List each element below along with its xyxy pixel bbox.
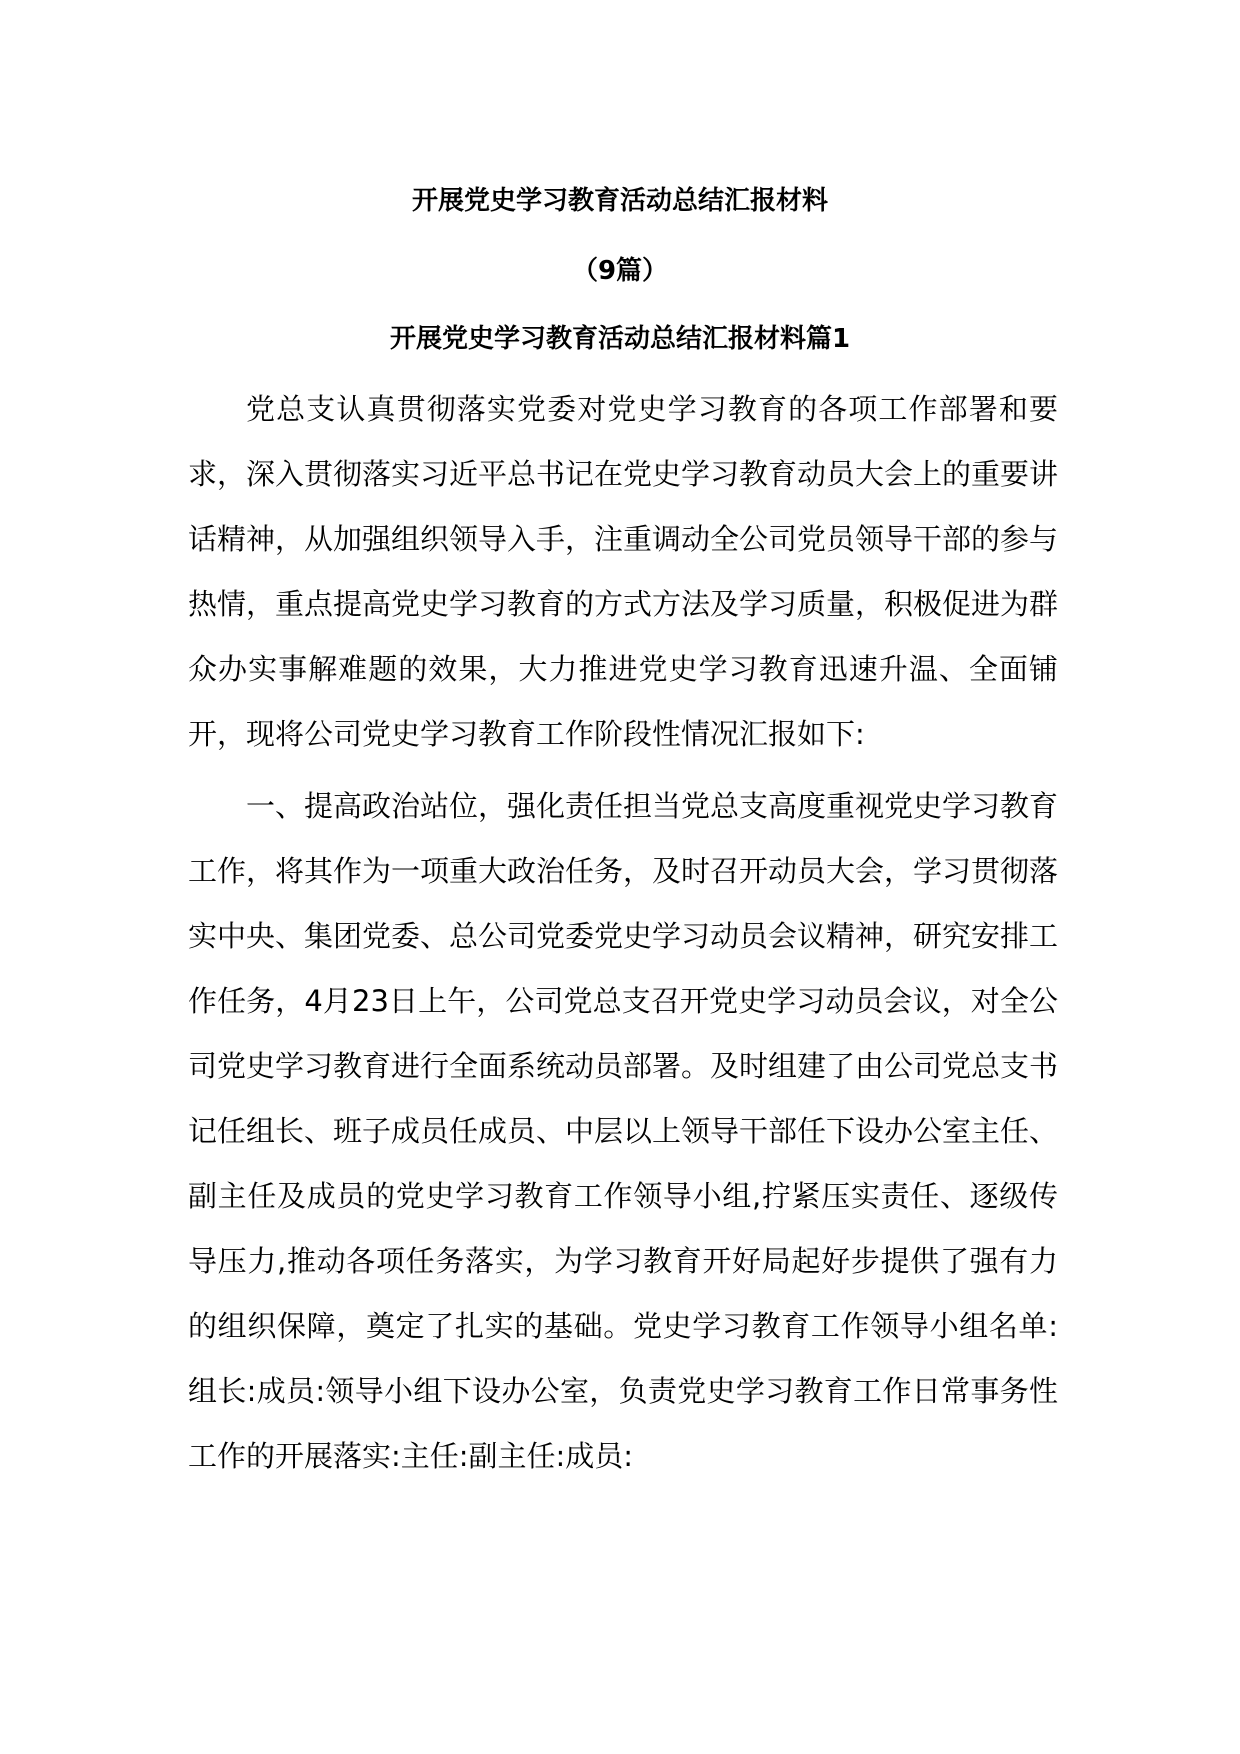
- paragraph-section-one: 一、提高政治站位，强化责任担当党总支高度重视党史学习教育工作，将其作为一项重大政治任务，及时召开动员大会，学习贯彻落实中央、集团党委、总公司党委党史学习动员会议精神，研究安排工作任务，4月23日上午，公司党总支召开党史学习动员会议，对全公司党史学习教育进行全面系统动员部署。及时组建了由公司党总支书记任组长、班子成员任成员、中层以上领导干部任下设办公室主任、副主任及成员的党史学习教育工作领导小组,拧紧压实责任、逐级传导压力,推动各项任务落实，为学习教育开好局起好步提供了强有力的组织保障，奠定了扎实的基础。党史学习教育工作领导小组名单:组长:成员:领导小组下设办公室，负责党史学习教育工作日常事务性工作的开展落实:主任:副主任:成员:: [188, 789, 1059, 1473]
- document-subtitle: （9篇）: [571, 256, 669, 286]
- document-title: 开展党史学习教育活动总结汇报材料: [411, 186, 828, 216]
- paragraph-intro: 党总支认真贯彻落实党委对党史学习教育的各项工作部署和要求，深入贯彻落实习近平总书记在党史学习教育动员大会上的重要讲话精神，从加强组织领导入手，注重调动全公司党员领导干部的参与热情，重点提高党史学习教育的方式方法及学习质量，积极促进为群众办实事解难题的效果，大力推进党史学习教育迅速升温、全面铺开，现将公司党史学习教育工作阶段性情况汇报如下:: [188, 392, 1059, 751]
- section-title: 开展党史学习教育活动总结汇报材料篇1: [389, 324, 851, 354]
